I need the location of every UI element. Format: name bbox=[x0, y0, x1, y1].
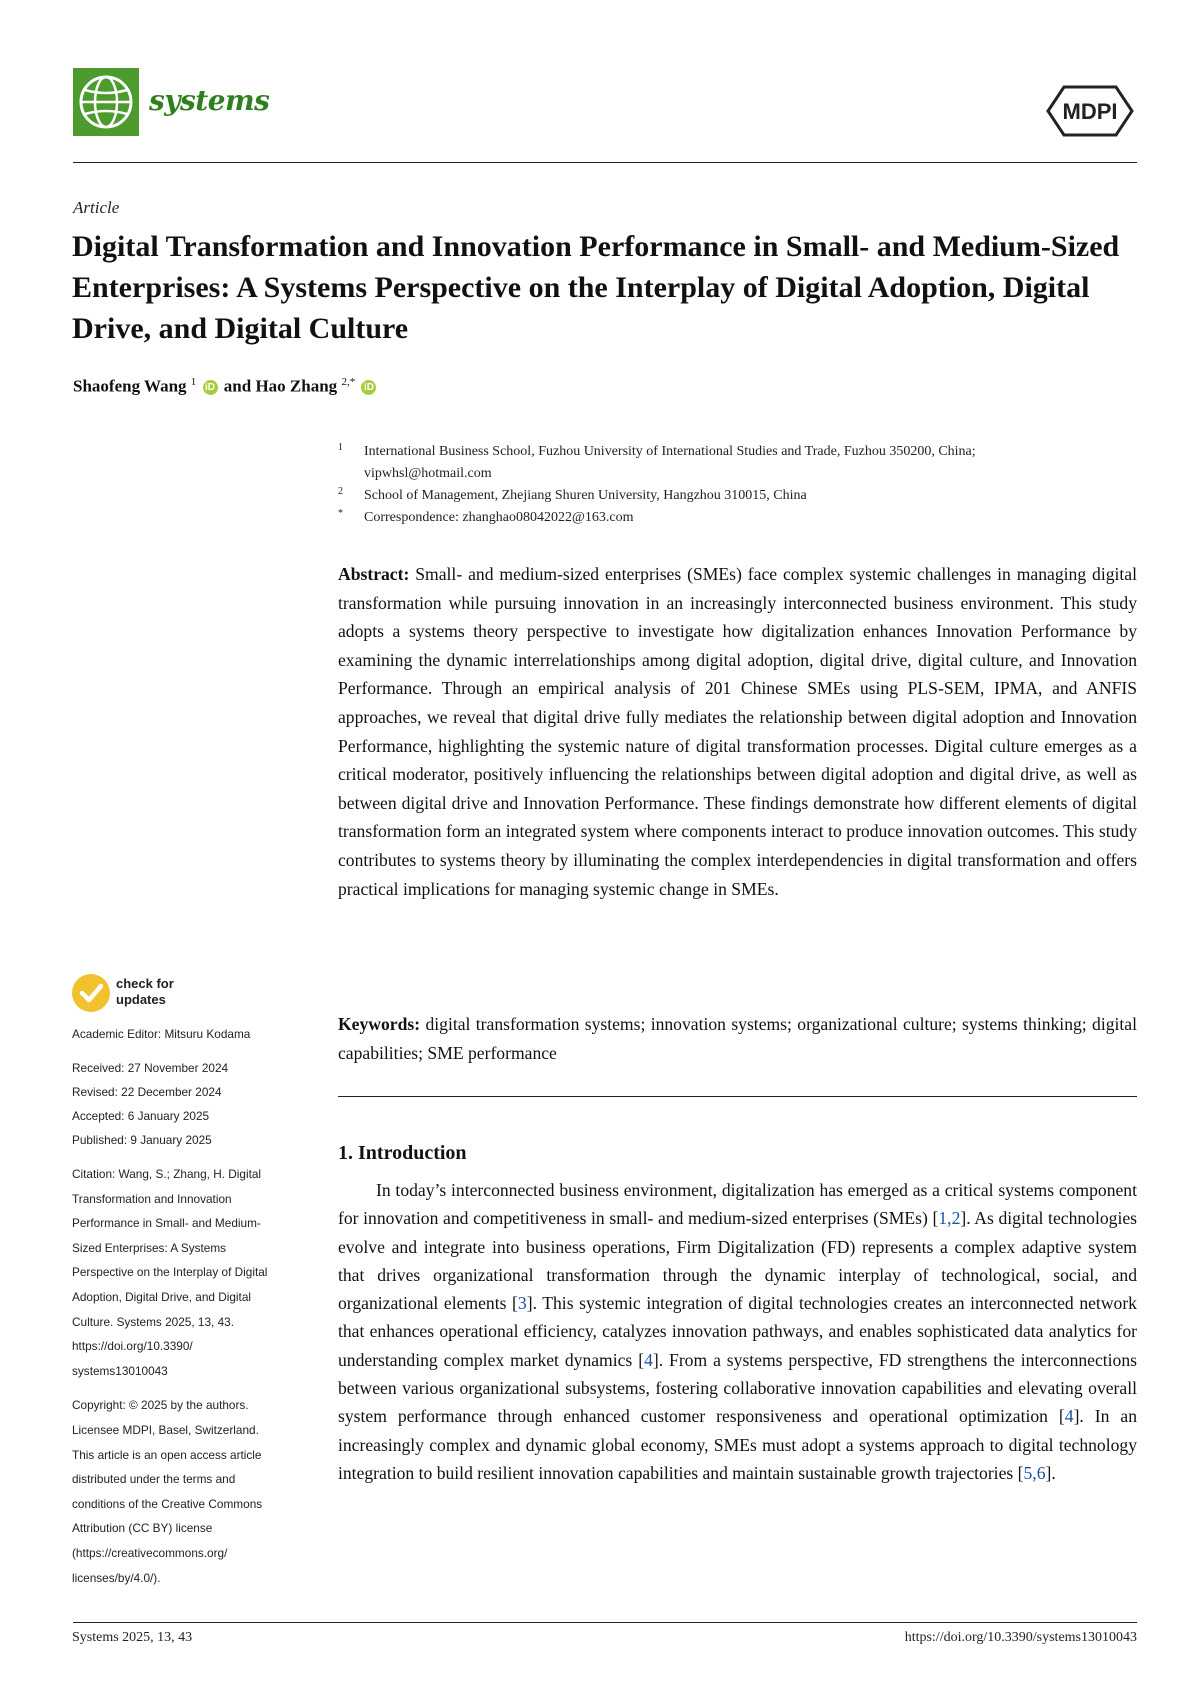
abstract-label: Abstract: bbox=[338, 564, 410, 584]
citation-line: Sized Enterprises: A Systems bbox=[72, 1240, 227, 1255]
orcid-icon[interactable]: iD bbox=[203, 380, 218, 395]
orcid-icon[interactable]: iD bbox=[361, 380, 376, 395]
copyright-line: Copyright: © 2025 by the authors. bbox=[72, 1398, 249, 1413]
citation-line: Citation: Wang, S.; Zhang, H. Digital bbox=[72, 1167, 262, 1181]
affiliation-email[interactable]: vipwhsl@hotmail.com bbox=[364, 466, 492, 481]
footer-doi-link[interactable]: https://doi.org/10.3390/systems13010043 bbox=[904, 1630, 1137, 1645]
published-date: Published: 9 January 2025 bbox=[72, 1133, 212, 1147]
citation-link[interactable]: 5,6 bbox=[1023, 1462, 1046, 1483]
footer-divider bbox=[73, 1622, 1137, 1623]
journal-name: systems bbox=[149, 84, 270, 117]
intro-text: ]. From a systems perspective, FD strengthens the interconnections between various organizational subsystems, fostering collaborative innovation capabilities and elevating overall system performance through enhanced customer responsiveness and operational optimization [ bbox=[338, 1349, 1137, 1427]
checkmark-icon bbox=[72, 974, 110, 1012]
keywords bbox=[338, 1010, 1137, 1067]
intro-text: In today’s interconnected business environment, digitalization has emerged as a critical systems component for innovation and competitiveness in small- and medium-sized enterprises (SMEs) [ bbox=[338, 1180, 1137, 1229]
citation-link[interactable]: 1,2 bbox=[938, 1208, 961, 1229]
revised-date: Revised: 22 December 2024 bbox=[72, 1085, 222, 1099]
citation-doi-link[interactable]: https://doi.org/10.3390/ bbox=[72, 1339, 193, 1354]
correspondence-text[interactable]: Correspondence: zhanghao08042022@163.com bbox=[364, 510, 634, 525]
keywords-label: Keywords: bbox=[338, 1014, 421, 1034]
citation-line: Performance in Small- and Medium- bbox=[72, 1216, 261, 1231]
publisher-logo bbox=[1044, 83, 1136, 139]
introduction-paragraph bbox=[338, 1176, 1137, 1487]
header-divider bbox=[73, 162, 1137, 163]
article-info-sidebar bbox=[72, 1022, 312, 1590]
citation-line: Culture. Systems 2025, 13, 43. bbox=[72, 1314, 234, 1329]
author-affiliation-marker: 2,* bbox=[341, 376, 356, 388]
citation-line: Perspective on the Interplay of Digital bbox=[72, 1265, 268, 1280]
citation-link[interactable]: 4 bbox=[1064, 1406, 1074, 1427]
check-updates-label: check for updates bbox=[116, 976, 174, 1007]
abstract-divider bbox=[338, 1096, 1137, 1097]
affiliation-text: School of Management, Zhejiang Shuren University, Hangzhou 310015, China bbox=[364, 488, 807, 503]
citation-doi-link[interactable]: systems13010043 bbox=[72, 1363, 168, 1378]
academic-editor: Academic Editor: Mitsuru Kodama bbox=[72, 1027, 251, 1041]
article-type: Article bbox=[73, 198, 120, 217]
received-date: Received: 27 November 2024 bbox=[72, 1061, 229, 1075]
citation-line: Adoption, Digital Drive, and Digital bbox=[72, 1289, 252, 1304]
intro-text: ]. As digital technologies evolve and integrate into business operations, Firm Digitalization (FD) represents a complex adaptive system that drives organizational transformation through the dynamic interplay of technological, social, and organizational elements [ bbox=[338, 1208, 1137, 1314]
author-affiliation-marker: 1 bbox=[190, 376, 197, 388]
check-for-updates-button[interactable] bbox=[72, 974, 212, 1014]
intro-text: ]. This systemic integration of digital technologies creates an interconnected network that enhances operational efficiency, catalyzes innovation pathways, and enables sophisticated data analytics for understanding complex market dynamics [ bbox=[338, 1293, 1137, 1370]
author-name[interactable]: Shaofeng Wang bbox=[73, 376, 187, 396]
copyright-line: This article is an open access article bbox=[72, 1447, 262, 1462]
affiliation-number: 1 bbox=[338, 442, 343, 453]
intro-text: ]. In an increasingly complex and dynamic global economy, SMEs must adopt a systems approach to digital technology integration to build resilient innovation capabilities and maintain sustainable growth trajectories [ bbox=[338, 1406, 1137, 1483]
author-name[interactable]: Hao Zhang bbox=[255, 376, 338, 396]
accepted-date: Accepted: 6 January 2025 bbox=[72, 1109, 210, 1123]
copyright-line: Attribution (CC BY) license bbox=[72, 1521, 213, 1536]
affiliation-item bbox=[338, 441, 1138, 463]
affiliations bbox=[338, 441, 1138, 529]
copyright-block bbox=[72, 1393, 312, 1590]
abstract bbox=[338, 560, 1137, 903]
citation-block bbox=[72, 1162, 312, 1383]
paper-title: Digital Transformation and Innovation Performance in Small- and Medium-Sized Enterprises: A Systems Perspective on the Interplay of Digital Adoption, Digital Drive, and Digital Culture bbox=[72, 230, 1120, 345]
intro-text: ]. bbox=[1045, 1462, 1056, 1483]
journal-logo-icon bbox=[73, 68, 139, 136]
affiliation-item bbox=[338, 463, 1138, 485]
affiliation-number: * bbox=[338, 508, 343, 519]
copyright-line: Licensee MDPI, Basel, Switzerland. bbox=[72, 1422, 259, 1437]
abstract-text: Small- and medium-sized enterprises (SMEs) face complex systemic challenges in managing digital transformation while pursuing innovation in an increasingly interconnected business environment. This study adopts a systems theory perspective to investigate how digitalization enhances Innovation Performance by examining the dynamic interrelationships among digital adoption, digital drive, digital culture, and Innovation Performance. Through an empirical analysis of 201 Chinese SMEs using PLS-SEM, IPMA, and ANFIS approaches, we reveal that digital drive fully mediates the relationship between digital adoption and Innovation Performance, highlighting the systemic nature of digital transformation processes. Digital culture emerges as a critical moderator, positively influencing the relationships between digital adoption and digital drive, as well as between digital drive and Innovation Performance. These findings demonstrate how different elements of digital transformation form an integrated system where components interact to produce innovation outcomes. This study contributes to systems theory by illuminating the complex interdependencies in digital transformation and offers practical implications for managing systemic change in SMEs. bbox=[338, 564, 1137, 899]
author-connector: and bbox=[223, 376, 252, 396]
publisher-logo-text: MDPI bbox=[1062, 99, 1118, 124]
affiliation-item bbox=[338, 485, 1138, 507]
affiliation-item bbox=[338, 507, 1138, 529]
copyright-line: distributed under the terms and bbox=[72, 1472, 236, 1487]
license-link[interactable]: (https://creativecommons.org/ bbox=[72, 1545, 228, 1560]
copyright-line: conditions of the Creative Commons bbox=[72, 1496, 263, 1511]
affiliation-number: 2 bbox=[338, 486, 343, 497]
citation-link[interactable]: 3 bbox=[517, 1293, 527, 1314]
affiliation-text: International Business School, Fuzhou University of International Studies and Trade, Fuzhou 350200, China; bbox=[364, 444, 976, 459]
citation-line: Transformation and Innovation bbox=[72, 1191, 232, 1206]
citation-link[interactable]: 4 bbox=[644, 1349, 653, 1370]
license-link[interactable]: licenses/by/4.0/). bbox=[72, 1570, 161, 1585]
footer-citation: Systems 2025, 13, 43 bbox=[72, 1630, 193, 1645]
keywords-text: digital transformation systems; innovation systems; organizational culture; systems thinking; digital capabilities; SME performance bbox=[338, 1014, 1137, 1063]
author-list bbox=[73, 376, 378, 397]
section-heading: 1. Introduction bbox=[338, 1142, 467, 1164]
